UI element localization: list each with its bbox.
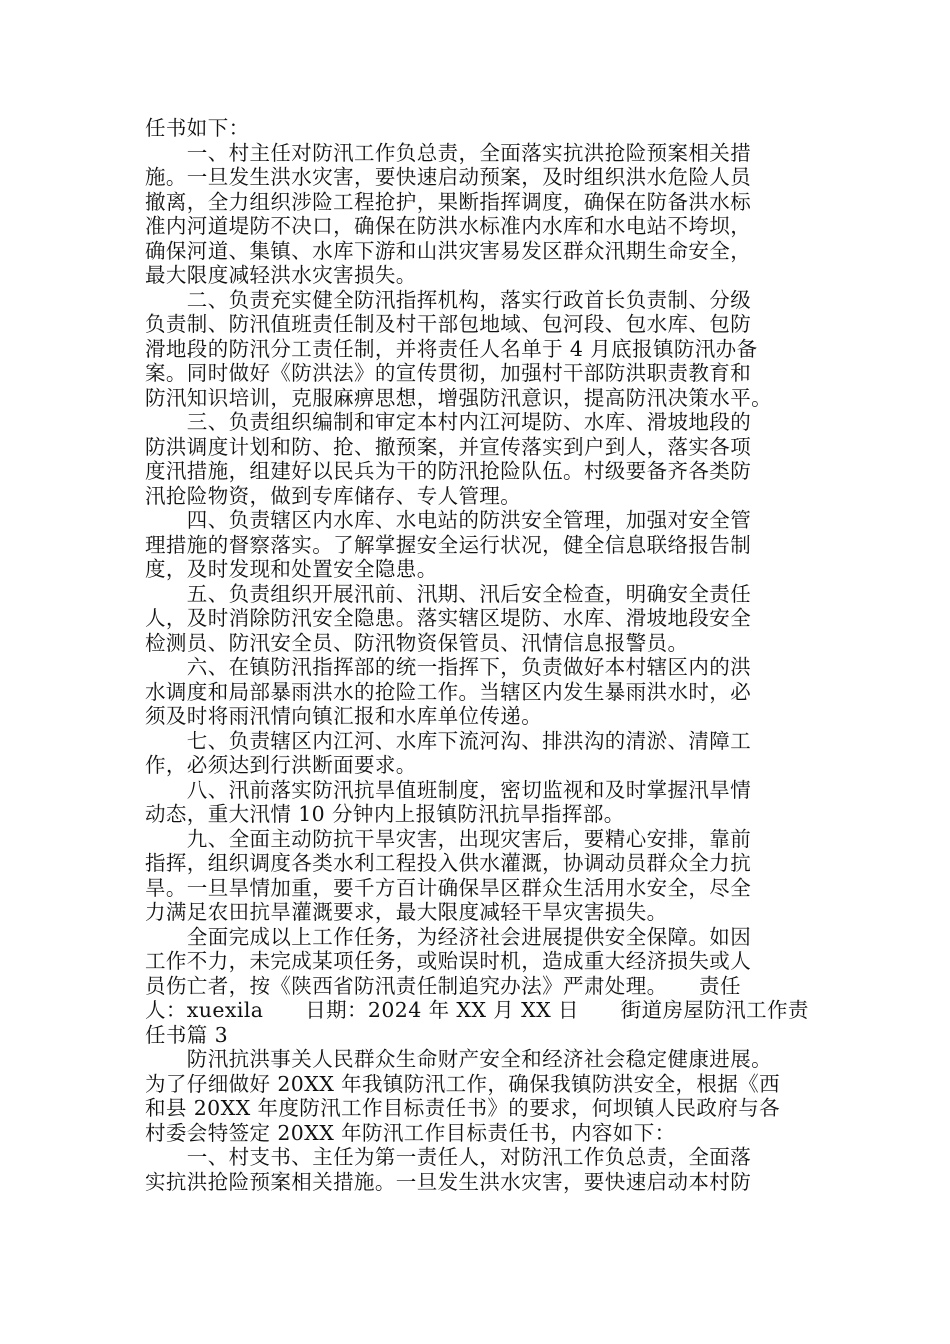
text-line: 检测员、防汛安全员、防汛物资保管员、汛情信息报警员。 [145,630,689,655]
text-line: 须及时将雨汛情向镇汇报和水库单位传递。 [145,704,543,728]
text-line: 作，必须达到行洪断面要求。 [145,753,417,777]
text-line: 员伤亡者，按《陕西省防汛责任制追究办法》严肃处理。 责任 [145,973,741,998]
text-line: 全面完成以上工作任务，为经济社会进展提供安全保障。如因 [145,924,752,949]
text-line: 确保河道、集镇、水库下游和山洪灾害易发区群众汛期生命安全， [145,238,752,263]
text-line: 度汛措施，组建好以民兵为干的防汛抢险队伍。村级要备齐各类防 [145,459,752,483]
text-line: 任书如下： [145,116,250,140]
text-line: 任书篇 3 [145,1022,229,1047]
text-line: 人，及时消除防汛安全隐患。落实辖区堤防、水库、滑坡地段安全 [145,606,752,630]
text-line: 度，及时发现和处置安全隐患。 [145,557,438,581]
text-line: 九、全面主动防抗干旱灾害，出现灾害后，要精心安排，靠前 [145,826,752,851]
text-line: 防汛知识培训，克服麻痹思想，增强防汛意识，提高防汛决策水平。 [145,385,772,410]
text-line: 案。同时做好《防洪法》的宣传贯彻，加强村干部防洪职责教育和 [145,361,752,385]
text-line: 负责制、防汛值班责任制及村干部包地域、包河段、包水库、包防 [145,312,752,336]
text-line: 理措施的督察落实。了解掌握安全运行状况，健全信息联络报告制 [145,532,752,557]
text-line: 旱。一旦旱情加重，要千方百计确保旱区群众生活用水安全，尽全 [145,875,752,900]
document-page [145,116,825,1194]
text-line: 最大限度减轻洪水灾害损失。 [145,263,417,287]
text-line: 汛抢险物资，做到专库储存、专人管理。 [145,483,522,508]
text-line: 和县 20XX 年度防汛工作目标责任书》的要求，何坝镇人民政府与各 [145,1096,781,1120]
text-line: 七、负责辖区内江河、水库下流河沟、排洪沟的清淤、清障工 [145,728,752,753]
text-line: 人：xuexila 日期：2024 年 XX 月 XX 日 街道房屋防汛工作责 [145,998,809,1022]
text-line: 二、负责充实健全防汛指挥机构，落实行政首长负责制、分级 [145,287,752,312]
text-line: 施。一旦发生洪水灾害，要快速启动预案，及时组织洪水危险人员 [145,165,752,189]
text-line: 防汛抗洪事关人民群众生命财产安全和经济社会稳定健康进展。 [145,1047,772,1071]
text-line: 三、负责组织编制和审定本村内江河堤防、水库、滑坡地段的 [145,410,752,434]
text-line: 四、负责辖区内水库、水电站的防洪安全管理，加强对安全管 [145,508,752,532]
text-line: 一、村主任对防汛工作负总责，全面落实抗洪抢险预案相关措 [145,140,752,165]
text-line: 水调度和局部暴雨洪水的抢险工作。当辖区内发生暴雨洪水时，必 [145,679,752,704]
text-line: 为了仔细做好 20XX 年我镇防汛工作，确保我镇防洪安全，根据《西 [145,1071,781,1096]
text-line: 八、汛前落实防汛抗旱值班制度，密切监视和及时掌握汛旱情 [145,777,752,802]
text-line: 指挥，组织调度各类水利工程投入供水灌溉，协调动员群众全力抗 [145,851,752,875]
text-line: 六、在镇防汛指挥部的统一指挥下，负责做好本村辖区内的洪 [145,655,752,679]
text-line: 一、村支书、主任为第一责任人，对防汛工作负总责，全面落 [145,1145,752,1169]
text-line: 动态，重大汛情 10 分钟内上报镇防汛抗旱指挥部。 [145,802,625,826]
text-line: 准内河道堤防不决口，确保在防洪水标准内水库和水电站不垮坝， [145,214,752,238]
text-line: 五、负责组织开展汛前、汛期、汛后安全检查，明确安全责任 [145,581,752,606]
text-line: 实抗洪抢险预案相关措施。一旦发生洪水灾害，要快速启动本村防 [145,1169,752,1194]
text-line: 防洪调度计划和防、抢、撤预案，并宣传落实到户到人，落实各项 [145,434,752,459]
text-line: 工作不力，未完成某项任务，或贻误时机，造成重大经济损失或人 [145,949,752,973]
text-line: 力满足农田抗旱灌溉要求，最大限度减轻干旱灾害损失。 [145,900,668,924]
text-line: 滑地段的防汛分工责任制，并将责任人名单于 4 月底报镇防汛办备 [145,336,758,361]
text-line: 村委会特签定 20XX 年防汛工作目标责任书，内容如下： [145,1120,676,1145]
text-line: 撤离，全力组织涉险工程抢护，果断指挥调度，确保在防备洪水标 [145,189,752,214]
